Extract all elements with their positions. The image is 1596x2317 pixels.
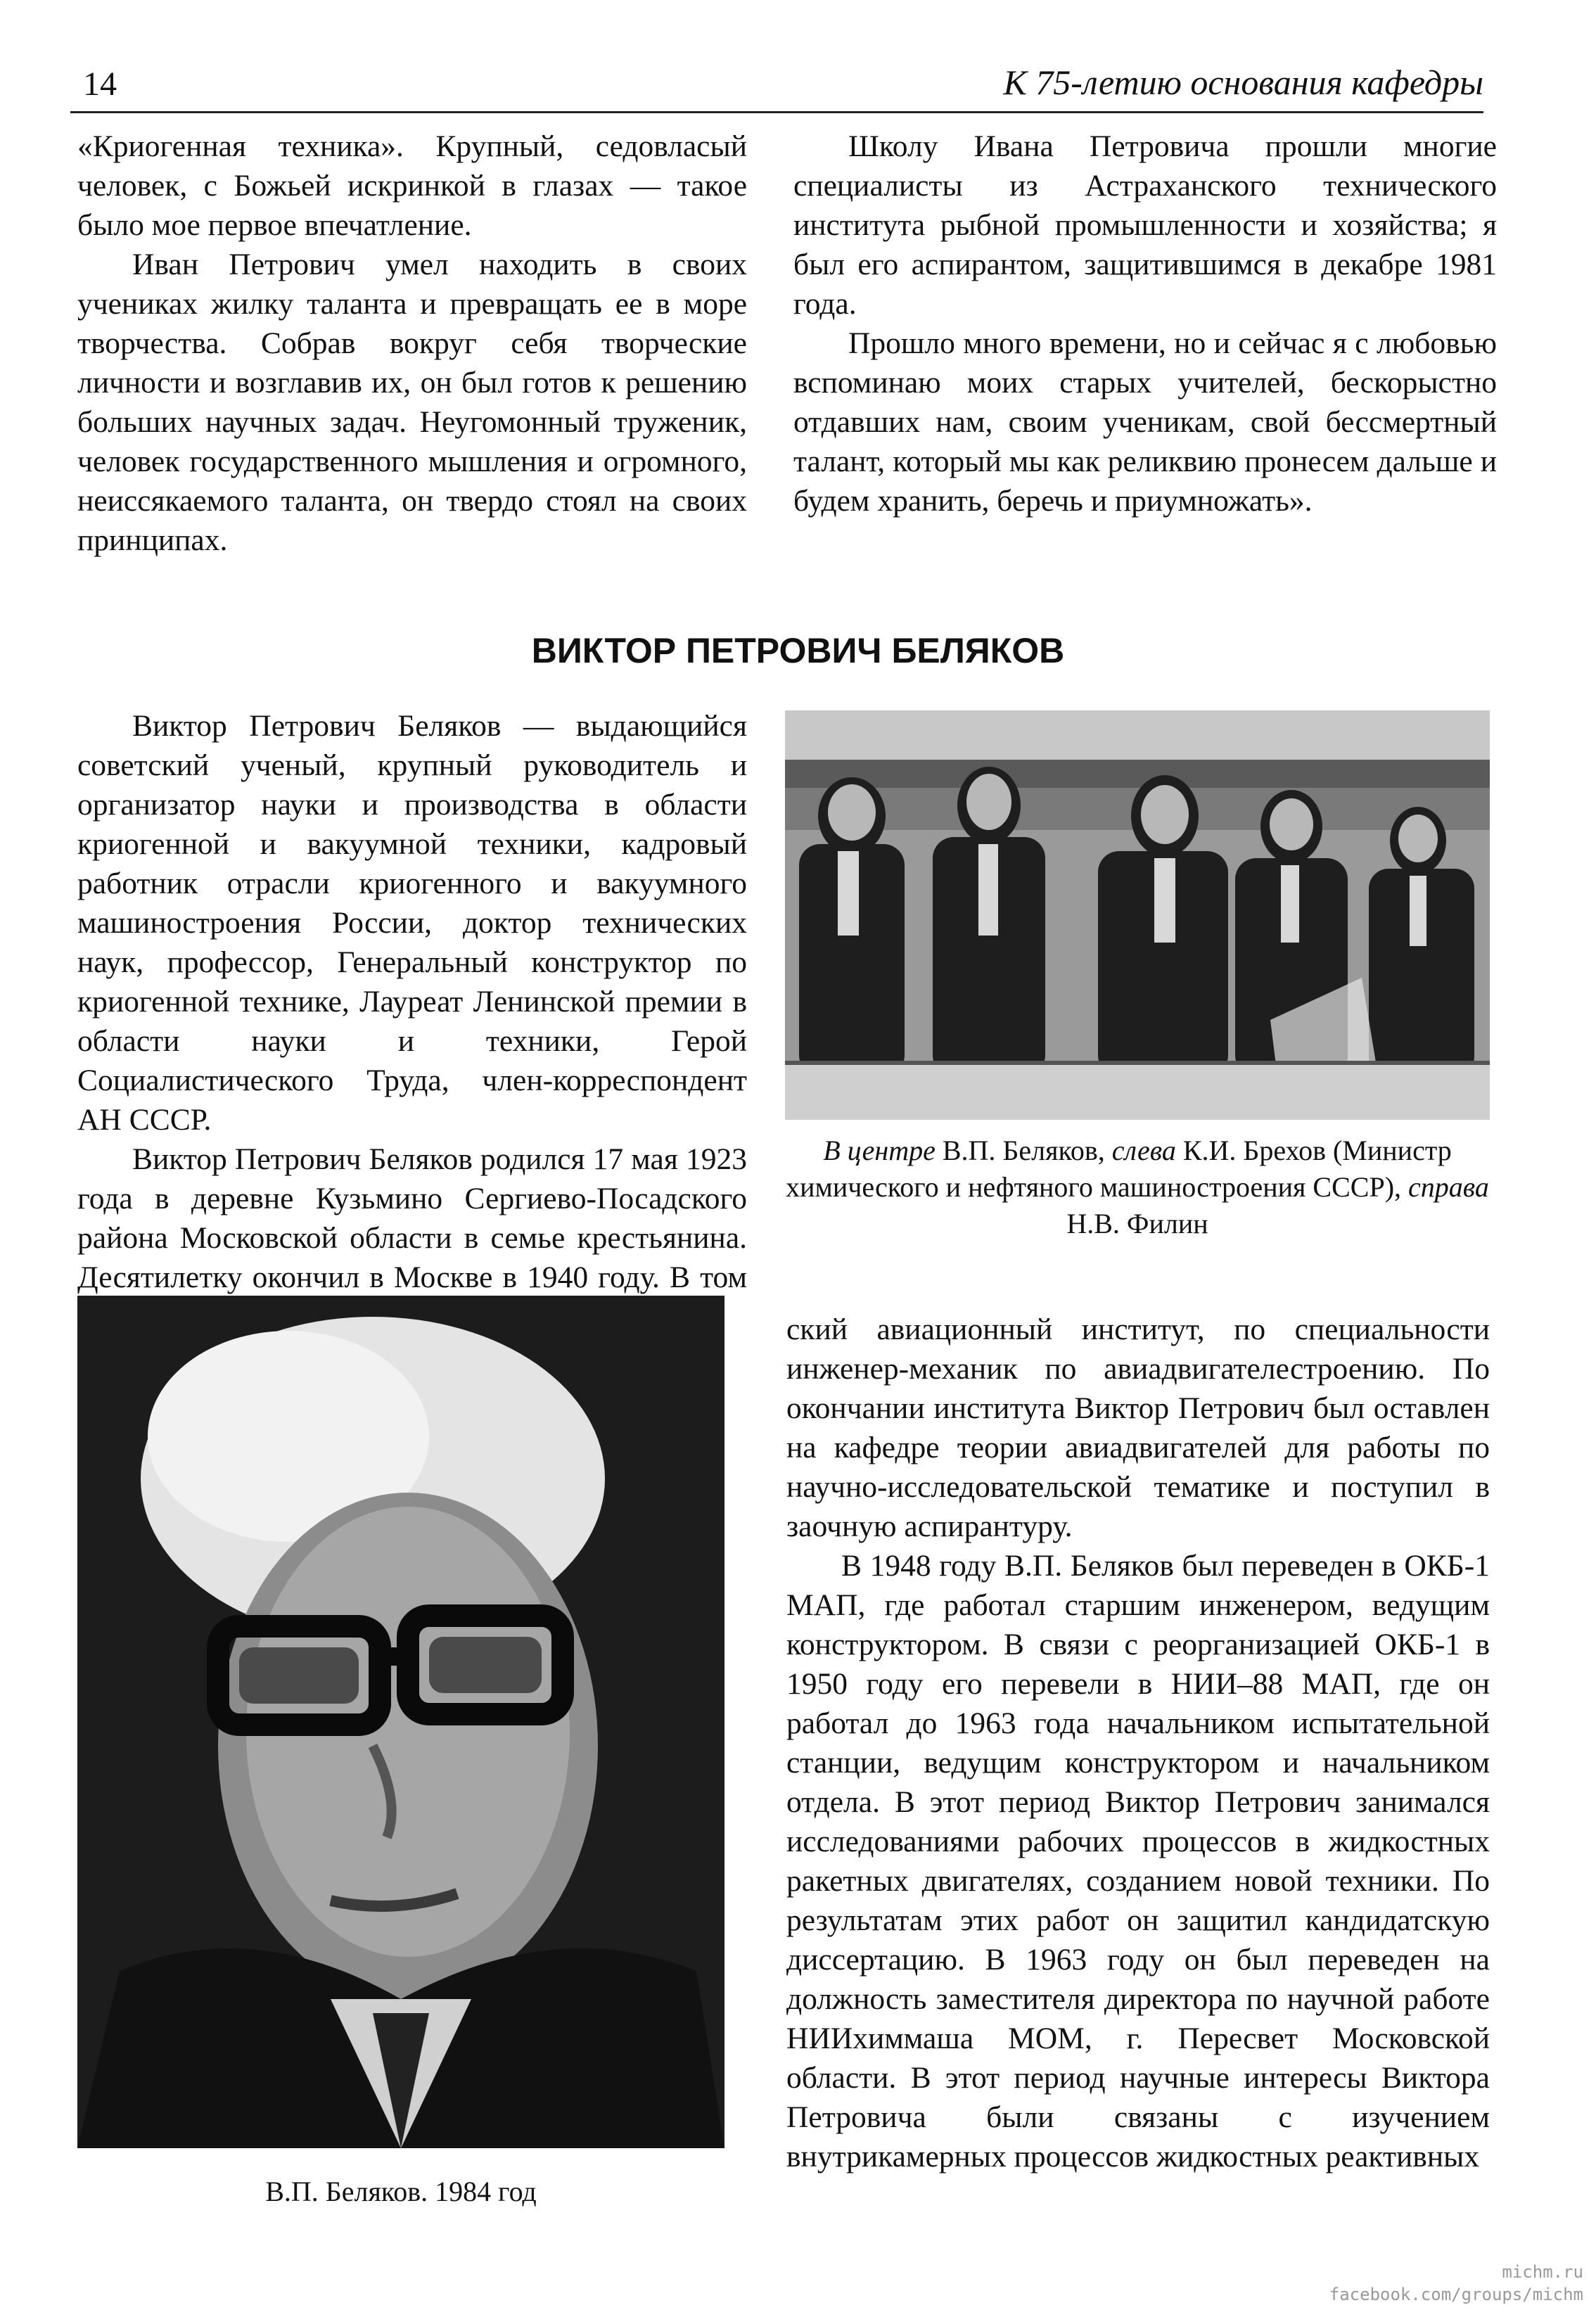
caption-text: В.П. Беляков, <box>935 1135 1112 1166</box>
caption-emphasis: справа <box>1408 1171 1489 1203</box>
paragraph: Прошло много времени, но и сейчас я с любовью вспоминаю моих старых учителей, бескорыстно отдавших нам, своим ученикам, свой бессмертный талант, который мы как реликвию пронесем дальше и будем хранить, беречь и приумножать». <box>793 326 1497 518</box>
meeting-photo <box>785 710 1490 1120</box>
paragraph: Виктор Петрович Беляков родился 17 мая 1923 года в деревне Кузьмино Сергиево-Посадского района Московской области в семье крестьянина. Десятилетку окончил в Москве в 1940 году. В том <box>77 1142 747 1294</box>
caption-text: К.И. Брехов (Министр химического и нефтяного машиностроения СССР), <box>786 1135 1452 1203</box>
caption-emphasis: слева <box>1111 1135 1176 1166</box>
section-title: ВИКТОР ПЕТРОВИЧ БЕЛЯКОВ <box>531 631 1065 670</box>
watermark-line: facebook.com/groups/michm <box>1329 2285 1583 2304</box>
running-header: К 75-летию основания кафедры <box>1003 63 1483 102</box>
column-mid-left <box>77 706 747 1336</box>
watermark <box>1329 2261 1583 2306</box>
column-top-left <box>77 127 747 560</box>
paragraph: «Криогенная техника». Крупный, седовласый человек, с Божьей искринкой в глазах — такое было мое первое впечатление. <box>77 129 747 242</box>
paragraph: Школу Ивана Петровича прошли многие специалисты из Астраханского технического института рыбной промышленности и хозяйства; я был его аспирантом, защитившимся в декабре 1981 года. <box>793 129 1497 321</box>
paragraph: Иван Петрович умел находить в своих учениках жилку таланта и превращать ее в море творчества. Собрав вокруг себя творческие личности и возглавив их, он был готов к решению больших научных задач. Неугомонный труженик, человек государственного мышления и огромного, неиссякаемого таланта, он твердо стоял на своих принципах. <box>77 248 747 557</box>
header-rule <box>70 111 1483 113</box>
paragraph: ский авиационный институт, по специальности инженер-механик по авиадвигателестроению. По окончании института Виктор Петрович был оставлен на кафедре теории авиадвигателей для работы по научно-исследовательской тематике и поступил в заочную аспирантуру. <box>786 1313 1490 1543</box>
watermark-line: michm.ru <box>1502 2262 1583 2282</box>
meeting-photo-caption <box>781 1132 1494 1242</box>
portrait-photo <box>77 1296 724 2148</box>
portrait-photo-caption: В.П. Беляков. 1984 год <box>265 2176 537 2207</box>
column-bottom-right <box>786 1310 1490 2176</box>
caption-text: Н.В. Филин <box>1066 1208 1208 1239</box>
paragraph: Виктор Петрович Беляков — выдающийся советский ученый, крупный руководитель и организатор науки и производства в области криогенной и вакуумной техники, кадровый работник отрасли криогенного и вакуумного машиностроения России, доктор технических наук, профессор, Генеральный конструктор по криогенной технике, Лауреат Ленинской премии в области науки и техники, Герой Социалистического Труда, член-корреспондент АН СССР. <box>77 709 747 1137</box>
caption-emphasis: В центре <box>823 1135 936 1166</box>
column-top-right <box>793 127 1497 521</box>
paragraph: В 1948 году В.П. Беляков был переведен в ОКБ-1 МАП, где работал старшим инженером, ведущим конструктором. В связи с реорганизацией ОКБ-1 в 1950 году его перевели в НИИ–88 МАП, где он работал до 1963 года начальником испытательной станции, ведущим конструктором и начальником отдела. В этот период Виктор Петрович занимался исследованиями рабочих процессов в жидкостных ракетных двигателях, созданием новой техники. По результатам этих работ он защитил кандидатскую диссертацию. В 1963 году он был переведен на должность заместителя директора по научной работе НИИхиммаша МОМ, г. Пересвет Московской области. В этот период научные интересы Виктора Петровича были связаны с изучением внутрикамерных процессов жидкостных реактивных <box>786 1549 1490 2174</box>
page-number: 14 <box>83 65 117 103</box>
